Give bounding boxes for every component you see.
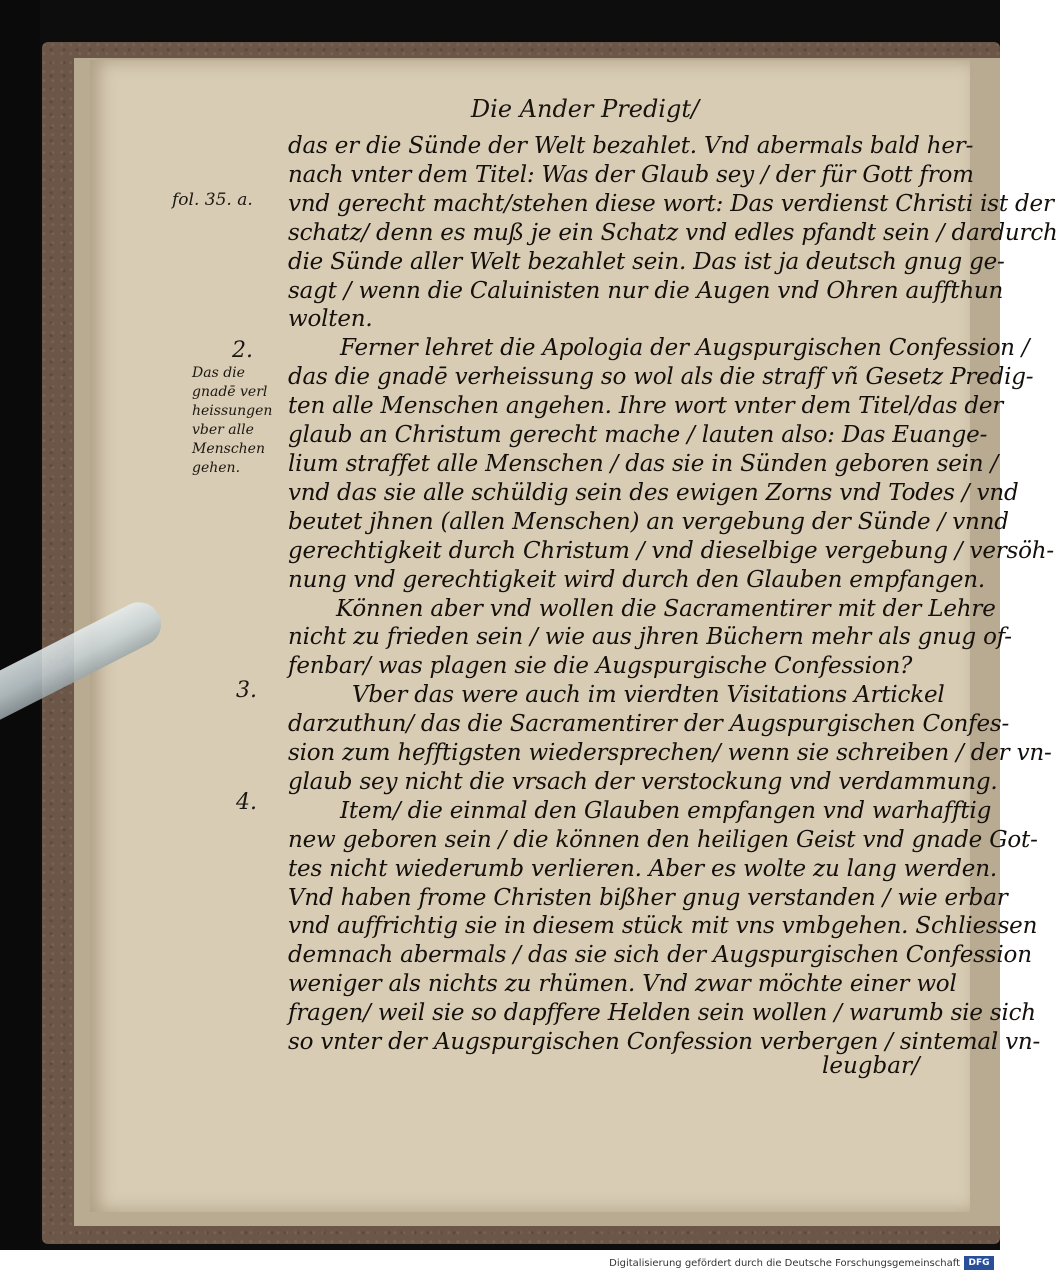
text-line: vnd auffrichtig sie in diesem stück mit vns vmbgehen. Schliessen: [288, 913, 1038, 940]
scan-edge: [0, 0, 40, 1250]
text-line: das er die Sünde der Welt bezahlet. Vnd abermals bald her-: [288, 133, 974, 159]
margin-note-line: gnadē verl: [192, 384, 268, 400]
text-line: lium straffet alle Menschen / das sie in Sünden geboren sein /: [288, 450, 999, 477]
text-line: beutet jhnen (allen Menschen) an vergebung der Sünde / vnnd: [288, 508, 1009, 535]
text-line: Vnd haben frome Christen bißher gnug verstanden / wie erbar: [288, 884, 1008, 911]
footer-credit: Digitalisierung gefördert durch die Deutsche Forschungsgemeinschaft: [609, 1258, 960, 1269]
margin-note: [192, 364, 288, 478]
text-line: gerechtigkeit durch Christum / vnd dieselbige vergebung / versöh-: [288, 537, 1054, 564]
text-line: die Sünde aller Welt bezahlet sein. Das ist ja deutsch gnug ge-: [288, 248, 1005, 275]
text-line: Ferner lehret die Apologia der Augspurgischen Confession /: [340, 335, 1030, 362]
margin-number-4: 4.: [236, 790, 257, 815]
text-line: Item/ die einmal den Glauben empfangen vnd warhafftig: [340, 797, 992, 824]
body-text: [288, 132, 1058, 1057]
margin-number-3: 3.: [236, 678, 257, 703]
margin-note-line: vber alle: [192, 422, 254, 438]
text-line: wolten.: [288, 306, 373, 333]
text-line: darzuthun/ das die Sacramentirer der Augspurgischen Confes-: [288, 711, 1010, 738]
catchword: leugbar/: [822, 1053, 920, 1079]
margin-number-2: 2.: [232, 338, 253, 363]
text-line: nicht zu frieden sein / wie aus jhren Büchern mehr als gnug of-: [288, 624, 1012, 651]
text-line: sion zum hefftigsten wiedersprechen/ wenn sie schreiben / der vn-: [288, 740, 1052, 767]
text-line: demnach abermals / das sie sich der Augspurgischen Confession: [288, 942, 1032, 969]
text-line: so vnter der Augspurgischen Confession verbergen / sintemal vn-: [288, 1029, 1041, 1056]
text-line: nach vnter dem Titel: Was der Glaub sey / der für Gott from: [288, 161, 974, 188]
text-line: weniger als nichts zu rhümen. Vnd zwar möchte einer wol: [288, 971, 957, 998]
text-line: Können aber vnd wollen die Sacramentirer mit der Lehre: [336, 595, 996, 622]
text-line: Vber das were auch im vierdten Visitations Artickel: [352, 682, 945, 709]
text-line: ten alle Menschen angehen. Ihre wort vnter dem Titel/das der: [288, 393, 1004, 420]
margin-folio-reference: fol. 35. a.: [172, 190, 253, 210]
running-header: Die Ander Predigt/: [470, 95, 700, 123]
text-line: glaub sey nicht die vrsach der verstockung vnd verdammung.: [288, 768, 998, 795]
text-line: tes nicht wiederumb verlieren. Aber es wolte zu lang werden.: [288, 855, 997, 882]
text-line: glaub an Christum gerecht mache / lauten also: Das Euange-: [288, 422, 988, 449]
text-line: vnd gerecht macht/stehen diese wort: Das verdienst Christi ist der: [288, 190, 1054, 217]
margin-note-line: Das die: [192, 365, 245, 381]
margin-note-line: Menschen: [192, 441, 265, 457]
text-line: nung vnd gerechtigkeit wird durch den Glauben empfangen.: [288, 566, 985, 593]
text-line: vnd das sie alle schüldig sein des ewigen Zorns vnd Todes / vnd: [288, 479, 1019, 506]
text-line: fragen/ weil sie so dapffere Helden sein wollen / warumb sie sich: [288, 1000, 1036, 1027]
dfg-logo: DFG: [964, 1256, 994, 1270]
text-line: fenbar/ was plagen sie die Augspurgische Confession?: [288, 653, 913, 680]
text-line: das die gnadē verheissung so wol als die straff vñ Gesetz Predig-: [288, 364, 1034, 391]
margin-note-line: heissungen: [192, 403, 273, 419]
margin-note-line: gehen.: [192, 460, 241, 476]
footer-bar: [0, 1250, 1000, 1278]
text-line: sagt / wenn die Caluinisten nur die Augen vnd Ohren auffthun: [288, 277, 1004, 304]
text-line: new geboren sein / die können den heiligen Geist vnd gnade Got-: [288, 826, 1038, 853]
text-line: schatz/ denn es muß je ein Schatz vnd edles pfandt sein / dardurch: [288, 219, 1058, 246]
